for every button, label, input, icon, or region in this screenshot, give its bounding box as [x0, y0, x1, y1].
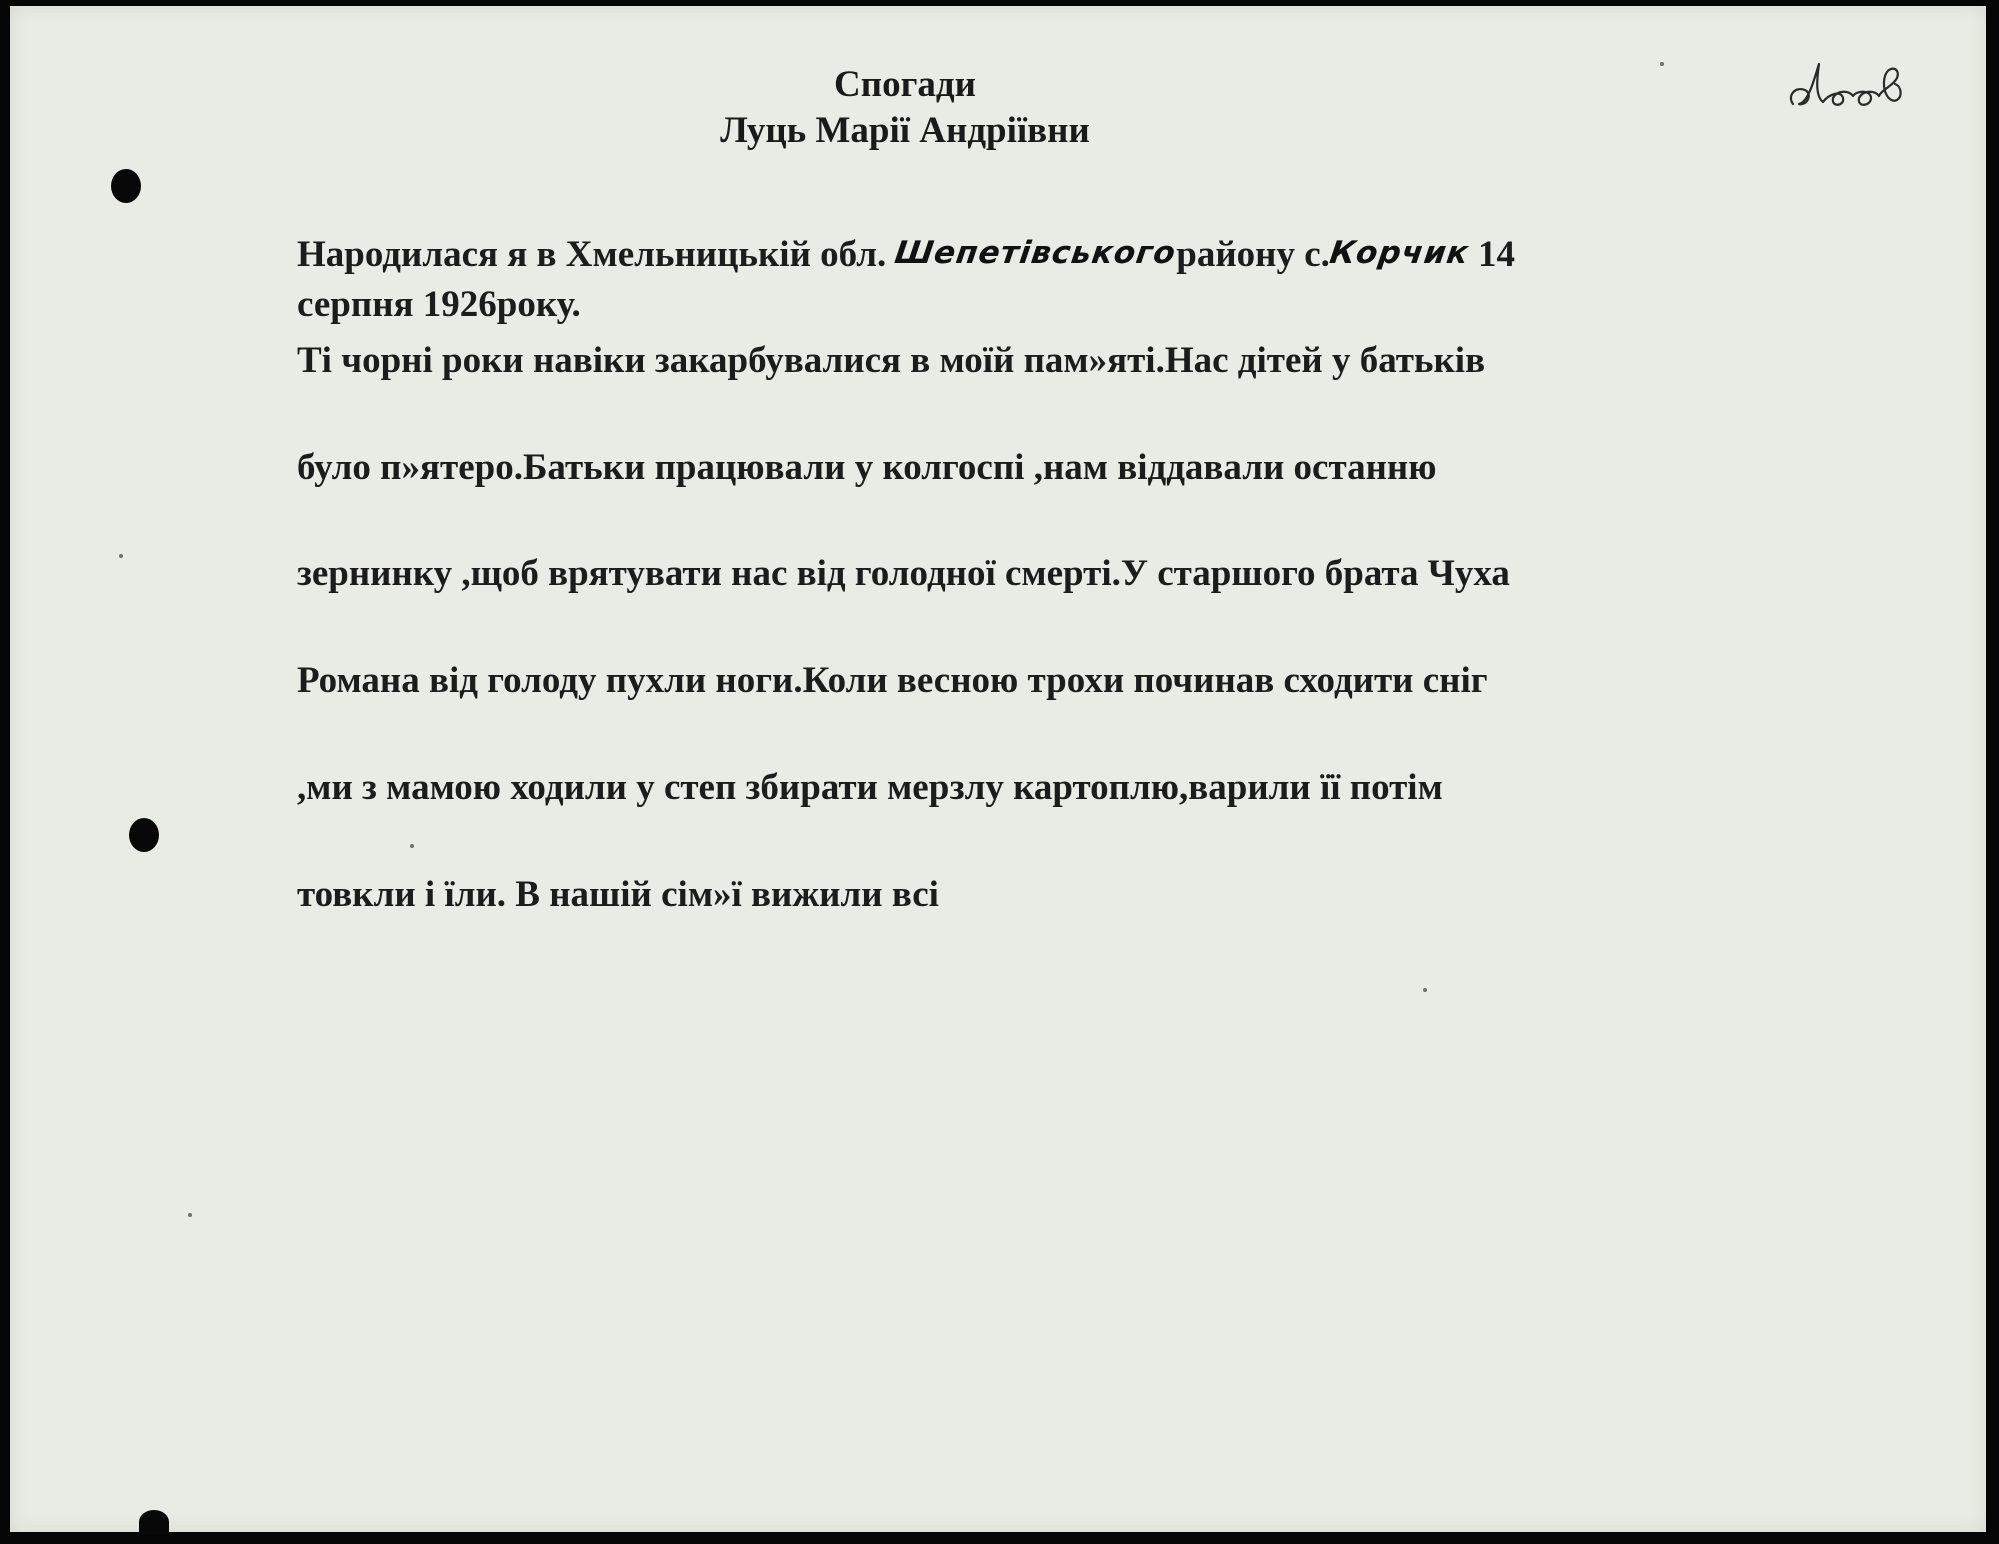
paper-speck	[119, 554, 123, 558]
paragraph-line: було п»ятеро.Батьки працювали у колгоспі ,нам віддавали останню	[297, 447, 1437, 488]
birth-text-3: 14	[1468, 234, 1516, 275]
punch-hole-top	[111, 169, 141, 203]
birth-date-line: серпня 1926року.	[297, 284, 581, 325]
punch-hole-bottom	[139, 1510, 169, 1534]
birth-line	[297, 233, 1515, 276]
paper-speck	[410, 844, 414, 848]
paragraph-line: товкли і їли. В нашій сім»ї вижили всі	[297, 874, 939, 915]
document-title	[10, 62, 1800, 154]
paragraph-line: зернинку ,щоб врятувати нас від голодної смерті.У старшого брата Чуха	[297, 553, 1510, 594]
handwritten-district: Шепетівського	[892, 235, 1179, 271]
handwritten-village: Корчик	[1327, 235, 1472, 271]
title-line-memoirs: Спогади	[834, 64, 976, 105]
punch-hole-middle	[129, 818, 159, 852]
birth-text-1: Народилася я в Хмельницькій обл.	[297, 234, 887, 275]
paragraph-line: Ті чорні роки навіки закарбувалися в моїй пам»яті.Нас дітей у батьків	[297, 340, 1486, 381]
handwritten-page-number	[1785, 56, 1915, 121]
document-page	[10, 6, 1986, 1532]
paragraph-line: ,ми з мамою ходили у степ збирати мерзлу картоплю,варили її потім	[297, 767, 1443, 808]
handwritten-page-number-mark	[1785, 56, 1915, 116]
paper-speck	[1423, 988, 1427, 992]
title-line-author: Луць Марії Андріївни	[720, 110, 1090, 151]
paragraph-line: Романа від голоду пухли ноги.Коли весною трохи починав сходити сніг	[297, 660, 1488, 701]
paper-speck	[188, 1213, 192, 1217]
birth-text-2: району с.	[1176, 234, 1330, 275]
